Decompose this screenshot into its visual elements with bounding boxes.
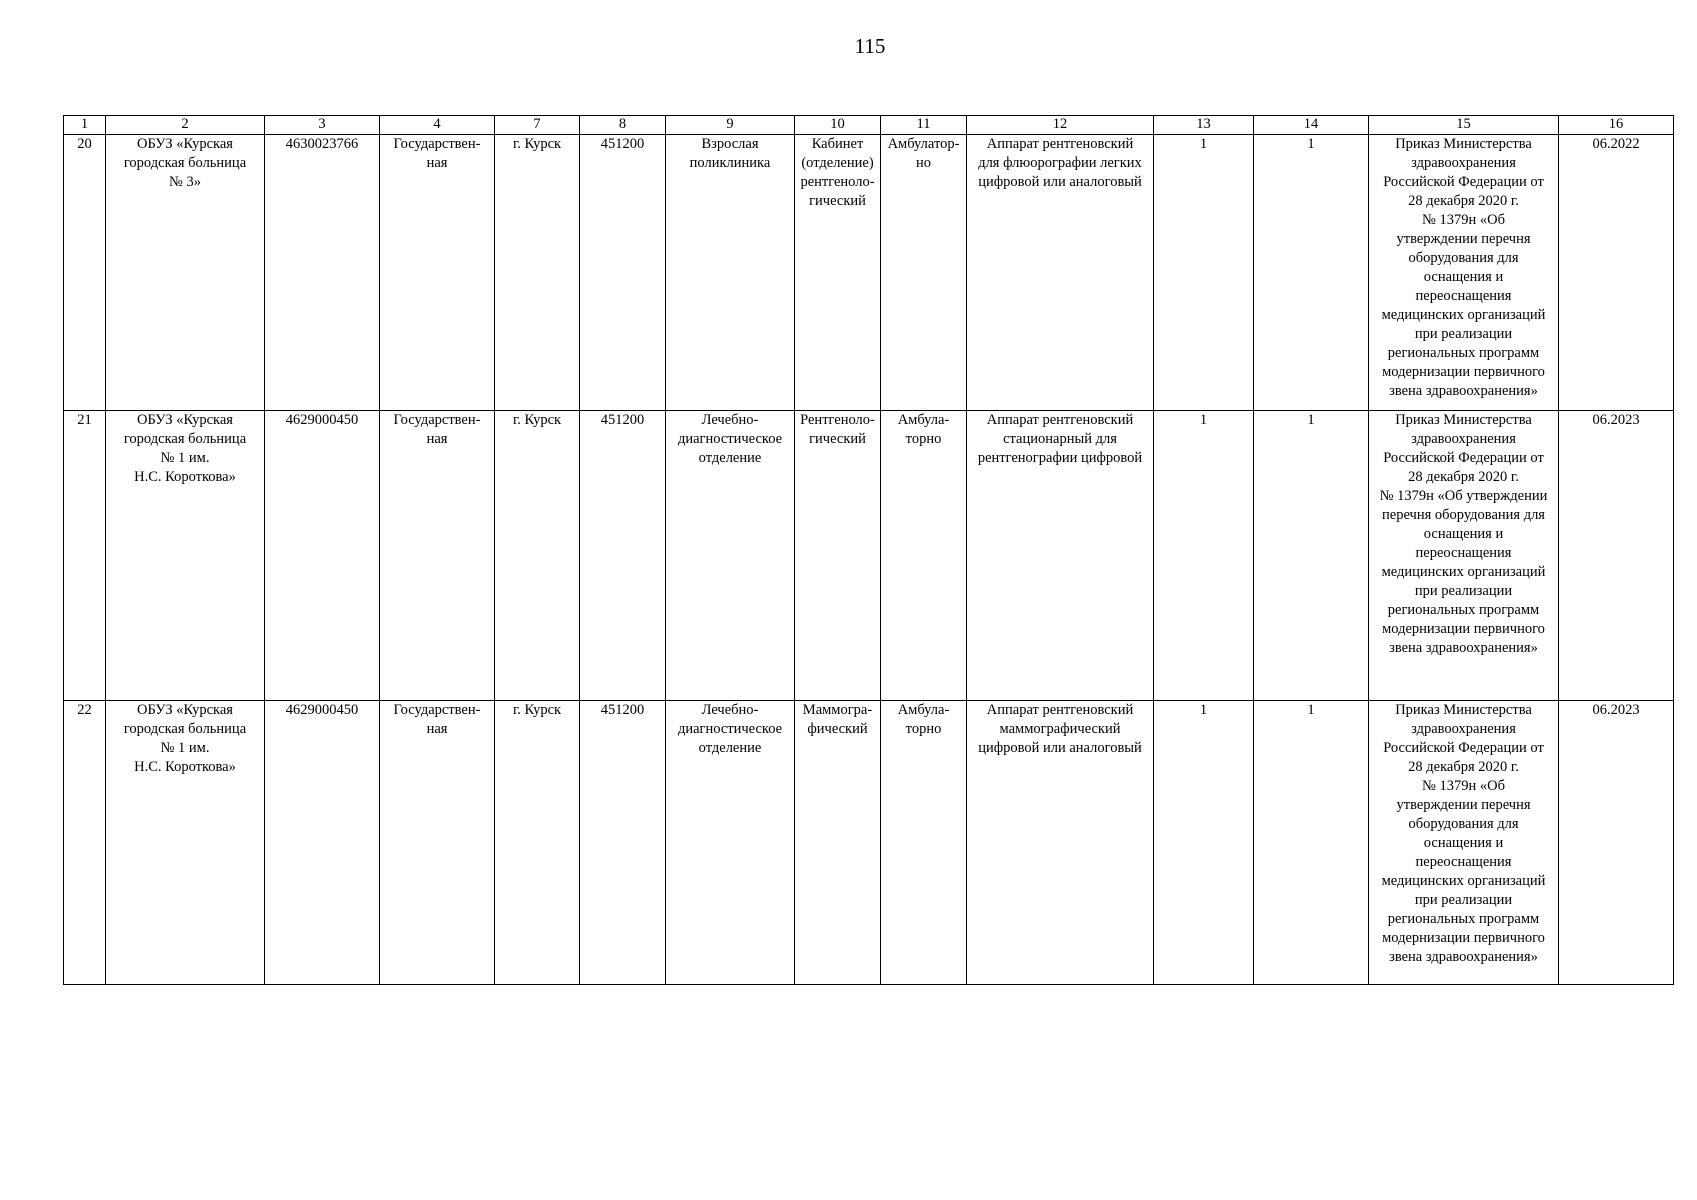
col-header: 15 xyxy=(1369,116,1559,135)
cell-code: 451200 xyxy=(580,135,666,411)
cell-quantity: 1 xyxy=(1154,411,1254,701)
cell-inn: 4630023766 xyxy=(265,135,380,411)
cell-ownership: Государствен- ная xyxy=(380,701,495,985)
cell-unit: Рентгеноло- гический xyxy=(795,411,881,701)
table-row xyxy=(64,411,1674,701)
cell-quantity: 1 xyxy=(1154,135,1254,411)
col-header: 11 xyxy=(881,116,967,135)
cell-ownership: Государствен- ная xyxy=(380,135,495,411)
cell-ownership: Государствен- ная xyxy=(380,411,495,701)
col-header: 10 xyxy=(795,116,881,135)
cell-city: г. Курск xyxy=(495,135,580,411)
cell-number: 20 xyxy=(64,135,106,411)
col-header: 8 xyxy=(580,116,666,135)
col-header: 13 xyxy=(1154,116,1254,135)
cell-city: г. Курск xyxy=(495,701,580,985)
cell-city: г. Курск xyxy=(495,411,580,701)
col-header: 14 xyxy=(1254,116,1369,135)
cell-equipment: Аппарат рентгеновский для флюорографии легких цифровой или аналоговый xyxy=(967,135,1154,411)
cell-basis: Приказ Министерства здравоохранения Российской Федерации от 28 декабря 2020 г. № 1379н «Об утверждении перечня оборудования для оснащения и переоснащения медицинских организаций при реализации региональных программ модернизации первичного звена здравоохранения» xyxy=(1369,411,1559,701)
cell-basis: Приказ Министерства здравоохранения Российской Федерации от 28 декабря 2020 г. № 1379н «Об утверждении перечня оборудования для оснащения и переоснащения медицинских организаций при реализации региональных программ модернизации первичного звена здравоохранения» xyxy=(1369,135,1559,411)
col-header: 7 xyxy=(495,116,580,135)
cell-division: Взрослая поликлиника xyxy=(666,135,795,411)
col-header: 9 xyxy=(666,116,795,135)
cell-organization: ОБУЗ «Курская городская больница № 1 им. Н.С. Короткова» xyxy=(106,701,265,985)
cell-organization: ОБУЗ «Курская городская больница № 3» xyxy=(106,135,265,411)
cell-quantity: 1 xyxy=(1154,701,1254,985)
cell-date: 06.2023 xyxy=(1559,701,1674,985)
cell-quantity: 1 xyxy=(1254,135,1369,411)
cell-basis: Приказ Министерства здравоохранения Российской Федерации от 28 декабря 2020 г. № 1379н «Об утверждении перечня оборудования для оснащения и переоснащения медицинских организаций при реализации региональных программ модернизации первичного звена здравоохранения» xyxy=(1369,701,1559,985)
cell-division: Лечебно- диагностическое отделение xyxy=(666,411,795,701)
cell-inn: 4629000450 xyxy=(265,701,380,985)
table-row xyxy=(64,135,1674,411)
col-header: 4 xyxy=(380,116,495,135)
col-header: 3 xyxy=(265,116,380,135)
table-header-row xyxy=(64,116,1674,135)
cell-quantity: 1 xyxy=(1254,411,1369,701)
cell-date: 06.2022 xyxy=(1559,135,1674,411)
cell-date: 06.2023 xyxy=(1559,411,1674,701)
cell-division: Лечебно- диагностическое отделение xyxy=(666,701,795,985)
cell-number: 21 xyxy=(64,411,106,701)
cell-code: 451200 xyxy=(580,411,666,701)
cell-equipment: Аппарат рентгеновский маммографический цифровой или аналоговый xyxy=(967,701,1154,985)
equipment-table xyxy=(63,115,1674,985)
cell-number: 22 xyxy=(64,701,106,985)
cell-quantity: 1 xyxy=(1254,701,1369,985)
col-header: 12 xyxy=(967,116,1154,135)
cell-code: 451200 xyxy=(580,701,666,985)
cell-equipment: Аппарат рентгеновский стационарный для рентгенографии цифровой xyxy=(967,411,1154,701)
page-number: 115 xyxy=(854,34,886,58)
cell-unit: Маммогра- фический xyxy=(795,701,881,985)
cell-care-type: Амбула- торно xyxy=(881,701,967,985)
col-header: 16 xyxy=(1559,116,1674,135)
col-header: 2 xyxy=(106,116,265,135)
col-header: 1 xyxy=(64,116,106,135)
cell-unit: Кабинет (отделение) рентгеноло- гический xyxy=(795,135,881,411)
cell-care-type: Амбулатор- но xyxy=(881,135,967,411)
table-row xyxy=(64,701,1674,985)
cell-inn: 4629000450 xyxy=(265,411,380,701)
cell-organization: ОБУЗ «Курская городская больница № 1 им. Н.С. Короткова» xyxy=(106,411,265,701)
cell-care-type: Амбула- торно xyxy=(881,411,967,701)
